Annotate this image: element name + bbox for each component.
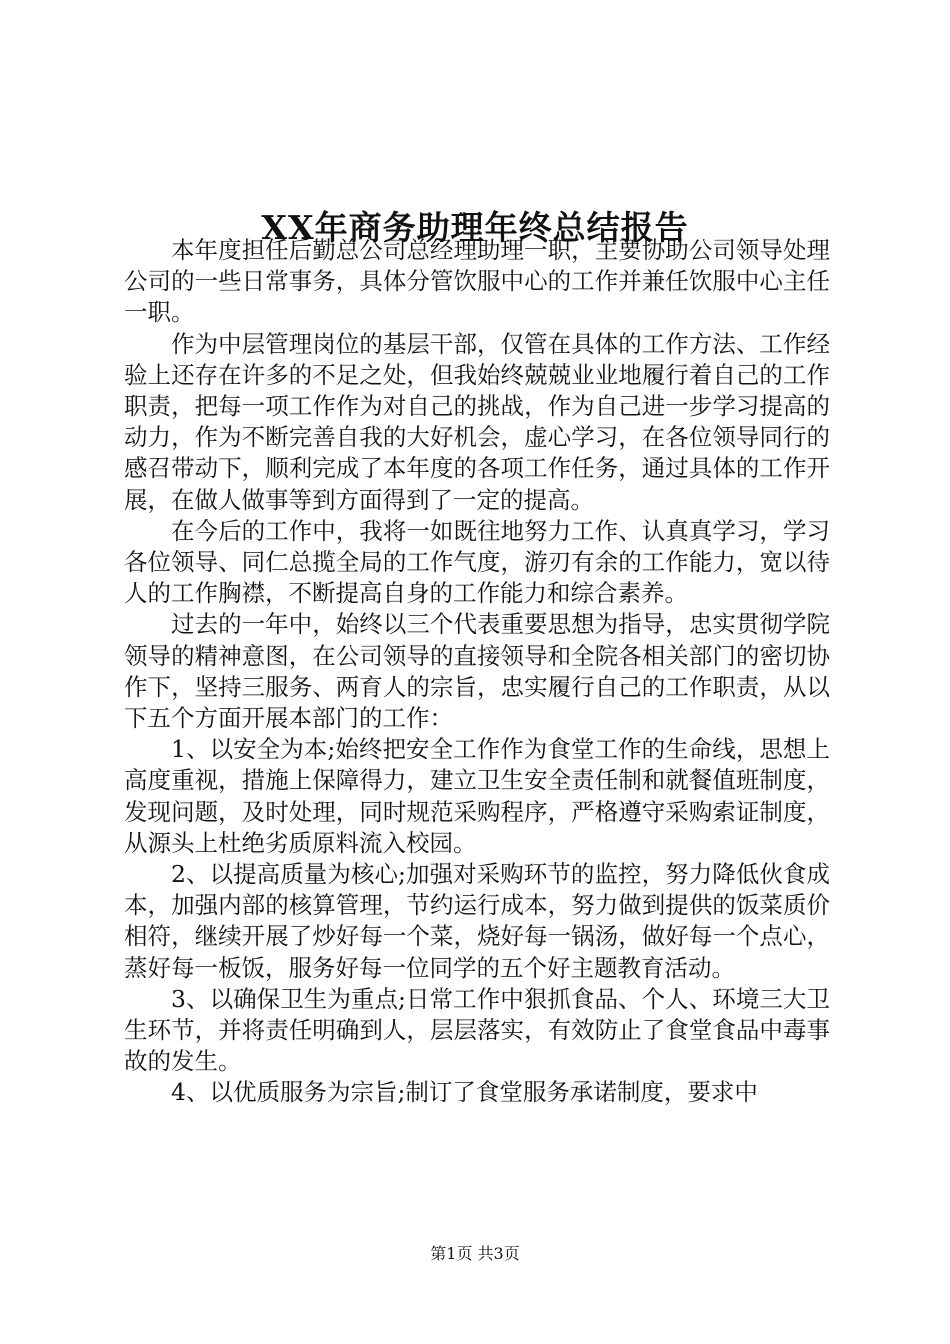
page-number-footer: 第1页 共3页	[430, 1244, 520, 1263]
paragraph-year-review: 过去的一年中，始终以三个代表重要思想为指导，忠实贯彻学院领导的精神意图，在公司领导的直接领导和全院各相关部门的密切协作下，坚持三服务、两育人的宗旨，忠实履行自己的工作职责，从以下五个方面开展本部门的工作：	[124, 610, 830, 733]
document-title: XX年商务助理年终总结报告	[261, 208, 689, 248]
paragraph-intro: 本年度担任后勤总公司总经理助理一职，主要协助公司领导处理公司的一些日常事务，具体分管饮服中心的工作并兼任饮服中心主任一职。	[124, 236, 830, 327]
paragraph-future-plans: 在今后的工作中，我将一如既往地努力工作、认真真学习，学习各位领导、同仁总揽全局的工作气度，游刃有余的工作能力，宽以待人的工作胸襟，不断提高自身的工作能力和综合素养。	[124, 516, 830, 608]
document-body	[124, 235, 830, 1109]
paragraph-self-assessment: 作为中层管理岗位的基层干部，仅管在具体的工作方法、工作经验上还存在许多的不足之处，但我始终兢兢业业地履行着自己的工作职责，把每一项工作作为对自己的挑战，作为自己进一步学习提高的动力，作为不断完善自我的大好机会，虚心学习，在各位领导同行的感召带动下，顺利完成了本年度的各项工作任务，通过具体的工作开展，在做人做事等到方面得到了一定的提高。	[124, 329, 830, 514]
paragraph-point-3-hygiene: 3、以确保卫生为重点;日常工作中狠抓食品、个人、环境三大卫生环节，并将责任明确到人，层层落实，有效防止了食堂食品中毒事故的发生。	[124, 984, 830, 1076]
paragraph-point-4-service: 4、以优质服务为宗旨;制订了食堂服务承诺制度，要求中	[171, 1078, 758, 1107]
paragraph-point-1-safety: 1、以安全为本;始终把安全工作作为食堂工作的生命线，思想上高度重视，措施上保障得力，建立卫生安全责任制和就餐值班制度，发现问题，及时处理，同时规范采购程序，严格遵守采购索证制度，从源头上杜绝劣质原料流入校园。	[124, 735, 830, 857]
paragraph-point-2-quality: 2、以提高质量为核心;加强对采购环节的监控，努力降低伙食成本，加强内部的核算管理，节约运行成本，努力做到提供的饭菜质价相符，继续开展了炒好每一个菜，烧好每一锅汤，做好每一个点心，蒸好每一板饭，服务好每一位同学的五个好主题教育活动。	[124, 860, 830, 982]
